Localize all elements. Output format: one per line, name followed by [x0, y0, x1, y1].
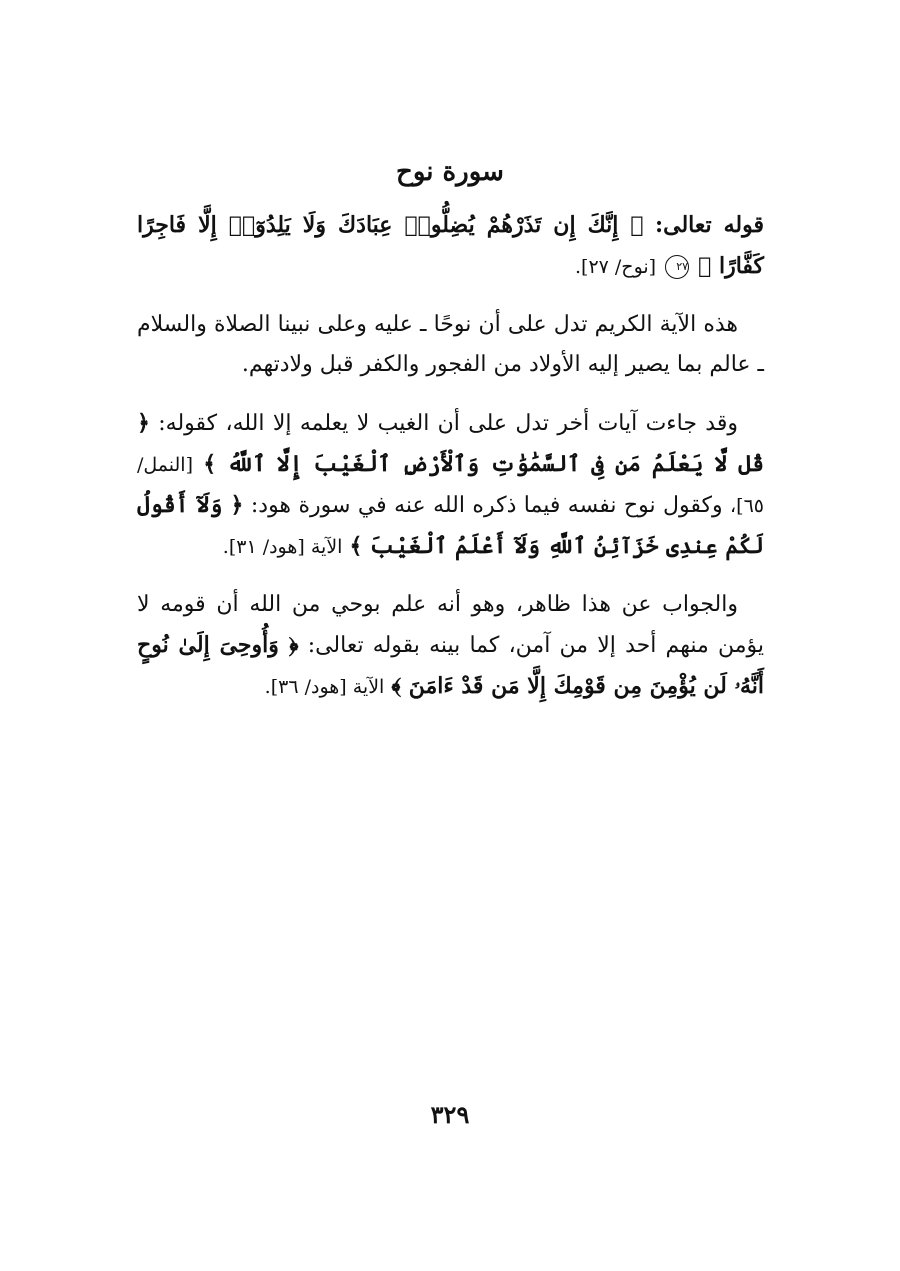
quran-verse: ﴿ إِنَّكَ إِن تَذَرْهُمْ يُضِلُّوا۟ عِبَادَكَ وَلَا يَلِدُوٓا۟ إِلَّا فَاجِرًا كَفَّارًا ﴾ — [137, 212, 764, 279]
page-body — [137, 205, 764, 725]
paragraph-verse-quote — [137, 205, 764, 287]
paragraph-text: وكقول نوح نفسه فيما ذكره الله عنه في سورة هود: — [250, 493, 723, 518]
paragraph-text: وقد جاءت آيات أخر تدل على أن الغيب لا يعلمه إلا الله، كقوله: — [158, 411, 738, 436]
verse-reference: [نوح/ ٢٧]. — [574, 256, 657, 278]
quran-verse: ﴿ قُل لَّا يَعْلَمُ مَن فِى ٱلسَّمَٰوَٰتِ وَٱلْأَرْضِ ٱلْغَيْبَ إِلَّا ٱللَّهُ ﴾ — [137, 410, 765, 477]
verse-intro: قوله تعالى: — [654, 212, 764, 238]
verse-reference: الآية [هود/ ٣٦]. — [264, 676, 385, 698]
quran-verse: ﴿ وَلَآ أَقُولُ لَكُمْ عِندِى خَزَآئِنُ ٱللَّهِ وَلَآ أَعْلَمُ ٱلْغَيْبَ ﴾ — [137, 492, 764, 559]
verse-reference: الآية [هود/ ٣١]. — [222, 536, 343, 558]
quran-verse: ﴿ وَأُوحِىَ إِلَىٰ نُوحٍ أَنَّهُۥ لَن يُؤْمِنَ مِن قَوْمِكَ إِلَّا مَن قَدْ ءَامَنَ ﴾ — [137, 632, 764, 699]
surah-heading: سورة نوح — [396, 157, 504, 187]
ayah-number-marker: ٢٧ — [665, 255, 689, 279]
paragraph-explanation: هذه الآية الكريم تدل على أن نوحًا ـ عليه وعلى نبينا الصلاة والسلام ـ عالم بما يصير إليه الأولاد من الفجور والكفر قبل ولادتهم. — [137, 312, 764, 377]
page-number: ٣٢٩ — [430, 1100, 470, 1129]
paragraph-answer — [137, 585, 764, 707]
paragraph-other-verses — [137, 403, 764, 567]
paragraph-text: والجواب عن هذا ظاهر، وهو أنه علم بوحي من الله أن قومه لا يؤمن منهم أحد إلا من آمن، كما بينه بقوله تعالى: — [137, 592, 764, 658]
verse-reference: [النمل/ ٦٥]، — [137, 454, 764, 517]
